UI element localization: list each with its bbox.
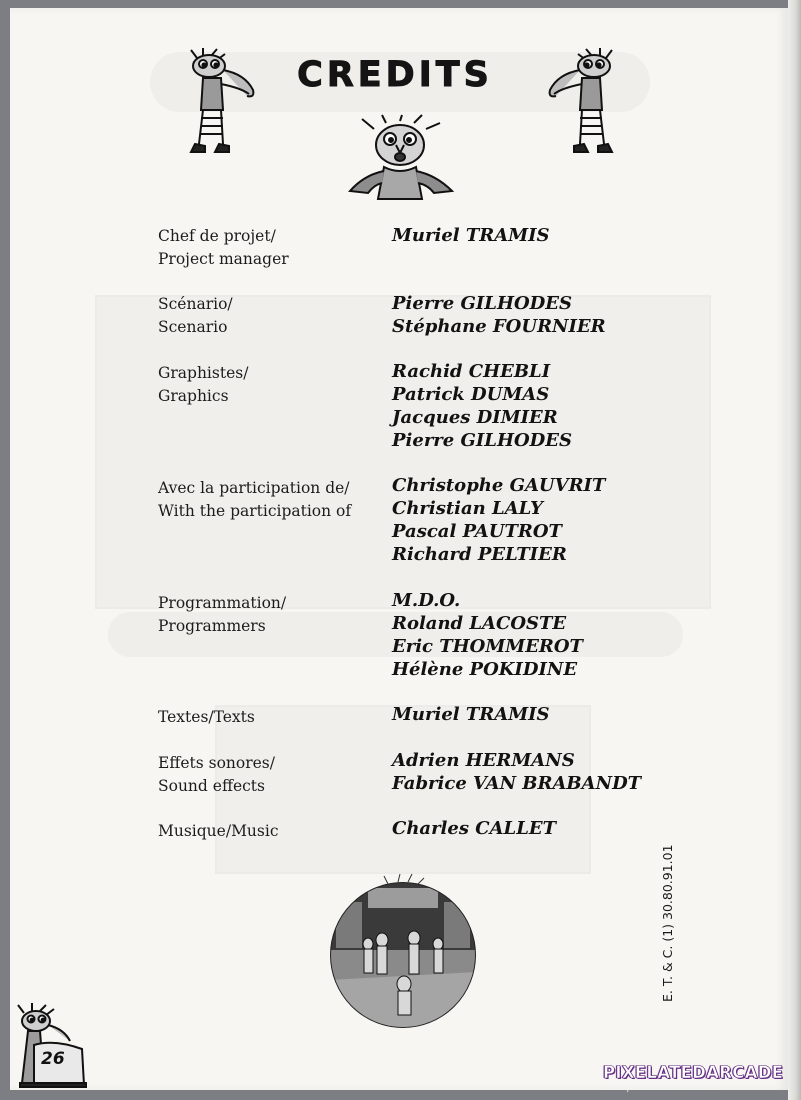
credit-name: Richard PELTIER — [392, 544, 567, 565]
credit-name: Pascal PAUTROT — [392, 521, 562, 542]
character-left-illustration — [183, 48, 263, 160]
credit-names-participation — [392, 474, 692, 566]
role-label-en: Scenario — [158, 317, 228, 336]
credit-role-scenario — [158, 293, 378, 338]
credit-names-programmers — [392, 589, 692, 681]
credit-role-music — [158, 820, 378, 843]
credit-name: Eric THOMMEROT — [392, 636, 583, 657]
credit-name: Roland LACOSTE — [392, 613, 567, 634]
credit-name: Stéphane FOURNIER — [392, 316, 606, 337]
credit-name: Rachid CHEBLI — [392, 361, 551, 382]
role-label-en: Programmers — [158, 616, 266, 635]
credit-names-texts — [392, 703, 692, 726]
credit-role-texts — [158, 706, 378, 729]
credit-name: Pierre GILHODES — [392, 293, 572, 314]
credit-role-participation — [158, 477, 378, 522]
role-label: Musique/Music — [158, 822, 279, 840]
credit-name: Adrien HERMANS — [392, 750, 575, 771]
page-edge — [788, 0, 801, 1100]
role-label-fr: Graphistes/ — [158, 364, 249, 382]
credit-role-sound-effects — [158, 752, 378, 797]
credit-role-graphics — [158, 362, 378, 407]
page-number: 26 — [41, 1049, 65, 1069]
credit-name: Jacques DIMIER — [392, 407, 558, 428]
reference-code: E. T. & C. (1) 30.80.91.01 — [660, 844, 675, 1002]
credit-name: Charles CALLET — [392, 818, 556, 839]
credit-name: Christophe GAUVRIT — [392, 475, 606, 496]
credit-name: Hélène POKIDINE — [392, 659, 578, 680]
game-scene-illustration — [328, 880, 478, 1030]
page-corner-character-icon — [14, 1003, 90, 1089]
role-label: Textes/Texts — [158, 708, 255, 726]
credit-name: Muriel TRAMIS — [392, 704, 550, 725]
role-label-en: Project manager — [158, 249, 289, 268]
credit-name: Fabrice VAN BRABANDT — [392, 773, 642, 794]
role-label-fr: Effets sonores/ — [158, 754, 275, 772]
credit-name: Pierre GILHODES — [392, 430, 572, 451]
role-label-fr: Avec la participation de/ — [158, 479, 350, 497]
credit-names-sound-effects — [392, 749, 692, 795]
site-watermark — [603, 1063, 801, 1093]
watermark-url: www.pixelatedarcade.com — [603, 1083, 720, 1093]
credit-name: Muriel TRAMIS — [392, 225, 550, 246]
credit-name: Christian LALY — [392, 498, 544, 519]
credit-names-graphics — [392, 360, 692, 452]
role-label-fr: Scénario/ — [158, 295, 233, 313]
role-label-en: Sound effects — [158, 776, 265, 795]
page-title: CREDITS — [297, 55, 493, 95]
role-label-en: Graphics — [158, 386, 229, 405]
character-center-illustration — [344, 115, 459, 207]
character-right-illustration — [540, 48, 620, 160]
credit-names-music — [392, 817, 692, 840]
page-number-badge — [14, 1003, 90, 1089]
credit-role-project-manager — [158, 225, 378, 270]
watermark-brand: PIXELATEDARCADE — [603, 1063, 784, 1082]
credit-name: Patrick DUMAS — [392, 384, 550, 405]
credit-name: M.D.O. — [392, 590, 461, 611]
role-label-fr: Programmation/ — [158, 594, 287, 612]
role-label-fr: Chef de projet/ — [158, 227, 276, 245]
credit-names-project-manager — [392, 224, 692, 247]
credit-role-programmers — [158, 592, 378, 637]
credit-names-scenario — [392, 292, 692, 338]
role-label-en: With the participation of — [158, 501, 352, 520]
